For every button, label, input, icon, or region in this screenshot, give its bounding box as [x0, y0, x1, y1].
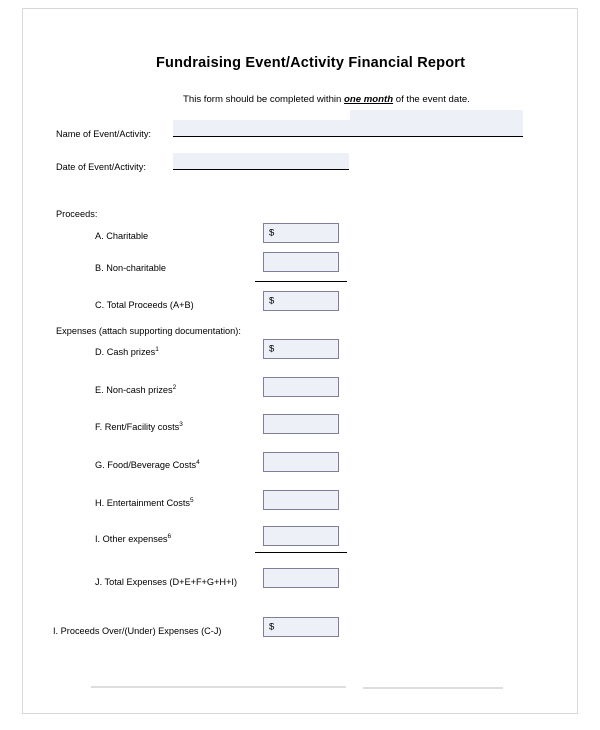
footer-rule-right: [363, 687, 503, 689]
event-name-input[interactable]: [173, 120, 523, 137]
line-d-label: D. Cash prizes$^1$: [95, 346, 159, 358]
line-j-input[interactable]: [263, 568, 339, 588]
line-f-input[interactable]: [263, 414, 339, 434]
expenses-subtotal-rule: [255, 552, 347, 553]
line-c-label: C. Total Proceeds (A+B): [95, 300, 194, 310]
proceeds-subtotal-rule: [255, 281, 347, 282]
line-b-input[interactable]: [263, 252, 339, 272]
line-f-label: F. Rent/Facility costs$^3$: [95, 421, 183, 433]
event-date-input[interactable]: [173, 153, 349, 170]
line-c-input[interactable]: [263, 291, 339, 311]
instruction-pre: This form should be completed within: [183, 94, 345, 105]
line-a-input[interactable]: [263, 223, 339, 243]
line-i-label: I. Other expenses$^6$: [95, 533, 172, 545]
footer-rule-left: [91, 686, 346, 688]
proceeds-heading: Proceeds:: [56, 209, 98, 219]
line-a-currency-prefix: $: [269, 227, 275, 239]
line-k-label: I. Proceeds Over/(Under) Expenses (C-J): [53, 626, 222, 636]
event-date-label: Date of Event/Activity:: [56, 162, 146, 172]
line-h-input[interactable]: [263, 490, 339, 510]
form-instruction: [183, 94, 470, 105]
line-e-label: E. Non-cash prizes$^2$: [95, 384, 177, 396]
line-e-input[interactable]: [263, 377, 339, 397]
event-name-label: Name of Event/Activity:: [56, 129, 151, 139]
page-title: Fundraising Event/Activity Financial Report: [156, 55, 466, 71]
line-d-input[interactable]: [263, 339, 339, 359]
instruction-emphasis: one month: [344, 94, 394, 105]
line-c-currency-prefix: $: [269, 295, 275, 307]
line-a-label: A. Charitable: [95, 231, 149, 241]
line-h-label: H. Entertainment Costs$^5$: [95, 497, 194, 509]
form-sheet: [22, 8, 578, 714]
line-g-input[interactable]: [263, 452, 339, 472]
line-k-input[interactable]: [263, 617, 339, 637]
line-d-currency-prefix: $: [269, 343, 275, 355]
expenses-heading: Expenses (attach supporting documentation):: [56, 326, 241, 336]
line-b-label: B. Non-charitable: [95, 263, 166, 273]
line-k-currency-prefix: $: [269, 621, 275, 633]
instruction-post: of the event date.: [393, 94, 470, 105]
line-j-label: J. Total Expenses (D+E+F+G+H+I): [95, 577, 238, 587]
line-g-label: G. Food/Beverage Costs$^4$: [95, 459, 200, 471]
line-i-input[interactable]: [263, 526, 339, 546]
